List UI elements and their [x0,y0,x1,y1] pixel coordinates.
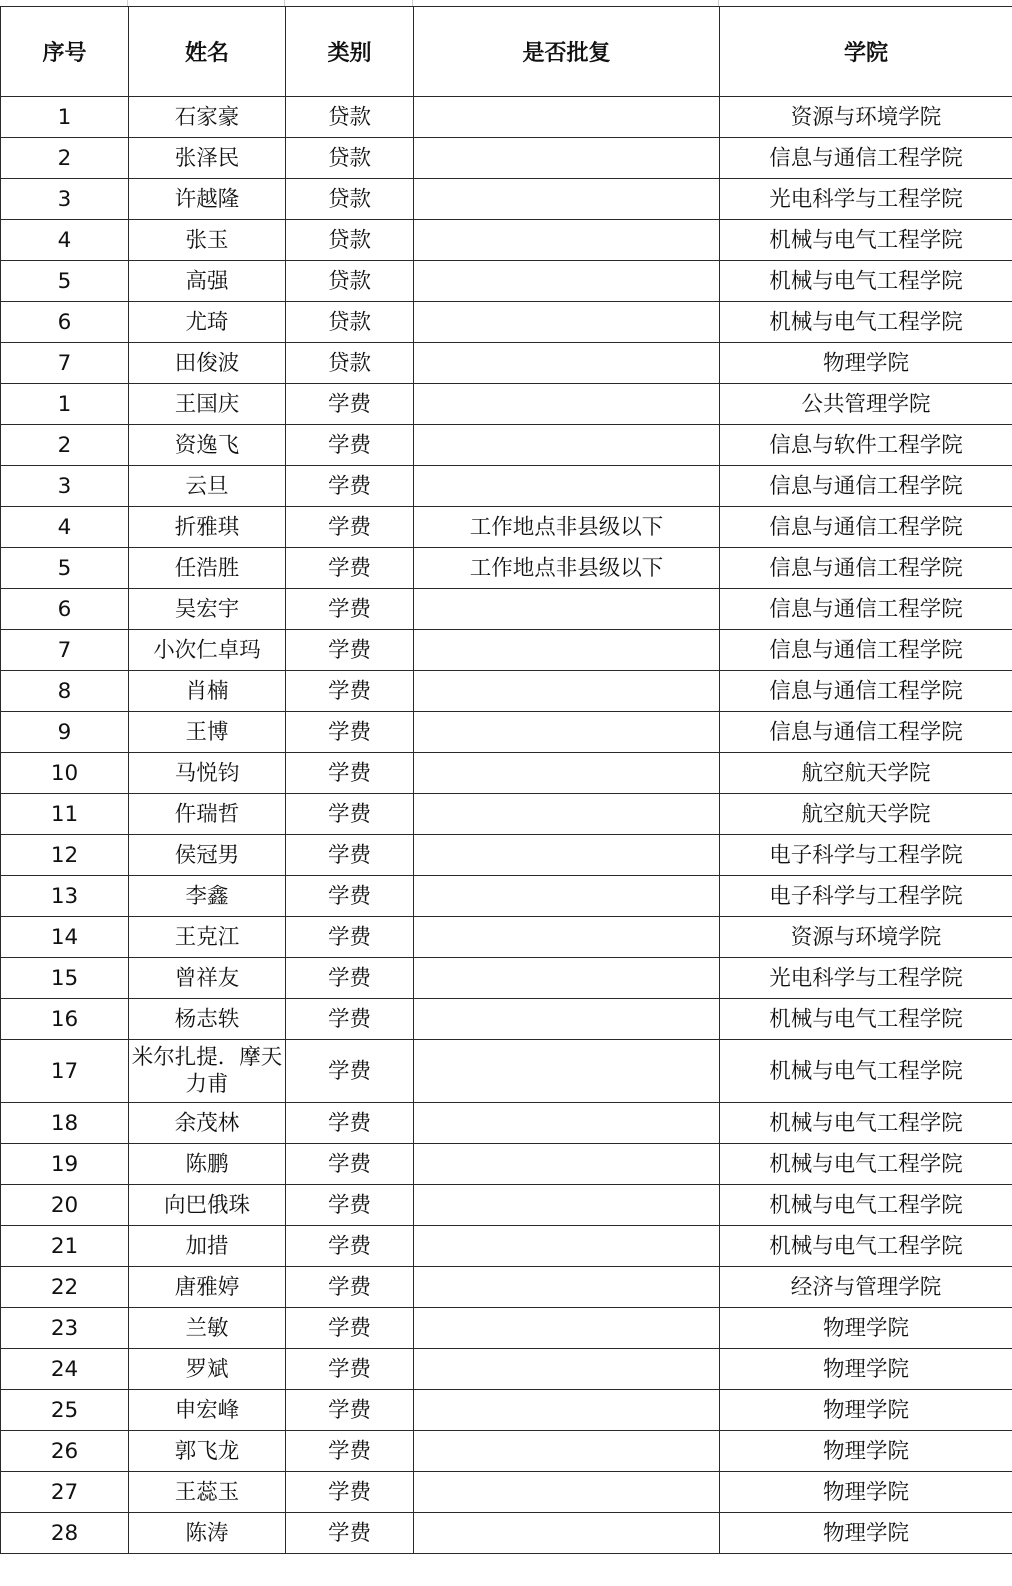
cell-college: 信息与通信工程学院 [720,630,1012,671]
cell-category: 学费 [286,1472,414,1513]
cell-college: 信息与通信工程学院 [720,712,1012,753]
table-row [1,343,1012,384]
table-row [1,1308,1012,1349]
table-row [1,220,1012,261]
cell-name: 资逸飞 [129,425,286,466]
cell-serial-number: 23 [1,1308,129,1349]
table-row [1,958,1012,999]
cell-category: 学费 [286,958,414,999]
table-row [1,917,1012,958]
cell-name: 石家豪 [129,97,286,138]
cell-name: 侯冠男 [129,835,286,876]
table-row [1,835,1012,876]
cell-category: 贷款 [286,179,414,220]
cell-serial-number: 8 [1,671,129,712]
cell-name: 王蕊玉 [129,1472,286,1513]
table-row [1,630,1012,671]
cell-category: 贷款 [286,138,414,179]
table-row [1,425,1012,466]
cell-approval-status [414,917,720,958]
cell-name: 仵瑞哲 [129,794,286,835]
cell-category: 贷款 [286,97,414,138]
cell-serial-number: 21 [1,1226,129,1267]
cell-name: 米尔扎提．摩天力甫 [129,1040,286,1103]
cell-name: 兰敏 [129,1308,286,1349]
cell-approval-status [414,835,720,876]
table-row [1,1472,1012,1513]
cell-name: 唐雅婷 [129,1267,286,1308]
cell-college: 物理学院 [720,343,1012,384]
cell-serial-number: 5 [1,261,129,302]
cell-approval-status [414,958,720,999]
cell-college: 信息与通信工程学院 [720,671,1012,712]
cell-category: 学费 [286,1513,414,1554]
cell-approval-status [414,1308,720,1349]
cell-category: 学费 [286,589,414,630]
cell-category: 学费 [286,630,414,671]
cell-college: 机械与电气工程学院 [720,1040,1012,1103]
cell-name: 陈涛 [129,1513,286,1554]
table-row [1,1513,1012,1554]
table-row [1,712,1012,753]
table-row [1,1144,1012,1185]
cell-serial-number: 4 [1,507,129,548]
cell-category: 学费 [286,1226,414,1267]
cell-serial-number: 27 [1,1472,129,1513]
cell-college: 物理学院 [720,1308,1012,1349]
cell-category: 学费 [286,671,414,712]
table-row [1,384,1012,425]
cell-name: 高强 [129,261,286,302]
cell-category: 学费 [286,384,414,425]
cell-college: 电子科学与工程学院 [720,835,1012,876]
cell-approval-status [414,671,720,712]
cell-serial-number: 17 [1,1040,129,1103]
cell-category: 贷款 [286,220,414,261]
cell-category: 学费 [286,753,414,794]
cell-college: 物理学院 [720,1390,1012,1431]
table-row [1,302,1012,343]
cell-approval-status [414,876,720,917]
cell-category: 学费 [286,1267,414,1308]
cell-serial-number: 24 [1,1349,129,1390]
cell-college: 光电科学与工程学院 [720,179,1012,220]
cell-name: 张泽民 [129,138,286,179]
cell-name: 张玉 [129,220,286,261]
table-row [1,507,1012,548]
cell-college: 电子科学与工程学院 [720,876,1012,917]
cell-approval-status [414,138,720,179]
cell-approval-status [414,261,720,302]
table-row [1,466,1012,507]
cell-college: 信息与通信工程学院 [720,466,1012,507]
cell-category: 学费 [286,794,414,835]
cell-name: 罗斌 [129,1349,286,1390]
cell-name: 任浩胜 [129,548,286,589]
cell-name: 郭飞龙 [129,1431,286,1472]
table-row [1,261,1012,302]
cell-serial-number: 4 [1,220,129,261]
cell-college: 信息与软件工程学院 [720,425,1012,466]
table-row [1,548,1012,589]
student-approval-table [0,6,1012,1554]
cell-category: 学费 [286,466,414,507]
table-row [1,138,1012,179]
table-row [1,1103,1012,1144]
cell-serial-number: 1 [1,97,129,138]
cell-college: 公共管理学院 [720,384,1012,425]
cell-category: 学费 [286,1308,414,1349]
cell-approval-status [414,712,720,753]
cell-name: 陈鹏 [129,1144,286,1185]
cell-college: 机械与电气工程学院 [720,220,1012,261]
cell-approval-status [414,1103,720,1144]
cell-serial-number: 6 [1,589,129,630]
cell-serial-number: 9 [1,712,129,753]
table-body [1,97,1012,1554]
cell-approval-status [414,466,720,507]
table-row [1,97,1012,138]
cell-name: 王国庆 [129,384,286,425]
cell-serial-number: 2 [1,138,129,179]
cell-serial-number: 12 [1,835,129,876]
cell-college: 资源与环境学院 [720,97,1012,138]
cell-approval-status [414,753,720,794]
table-row [1,876,1012,917]
cell-name: 余茂林 [129,1103,286,1144]
cell-category: 学费 [286,1390,414,1431]
cell-college: 机械与电气工程学院 [720,1103,1012,1144]
cell-serial-number: 7 [1,630,129,671]
cell-category: 学费 [286,1144,414,1185]
cell-approval-status [414,302,720,343]
cell-serial-number: 15 [1,958,129,999]
cell-name: 田俊波 [129,343,286,384]
cell-approval-status: 工作地点非县级以下 [414,507,720,548]
cell-approval-status [414,1513,720,1554]
header-serial-number: 序号 [1,7,129,97]
table-row [1,753,1012,794]
cell-serial-number: 14 [1,917,129,958]
cell-category: 学费 [286,835,414,876]
cell-serial-number: 1 [1,384,129,425]
cell-approval-status [414,1144,720,1185]
cell-approval-status [414,589,720,630]
cell-approval-status [414,425,720,466]
cell-category: 学费 [286,876,414,917]
cell-category: 学费 [286,548,414,589]
cell-serial-number: 10 [1,753,129,794]
table-row [1,1226,1012,1267]
cell-college: 机械与电气工程学院 [720,261,1012,302]
header-category: 类别 [286,7,414,97]
cell-serial-number: 11 [1,794,129,835]
cell-college: 航空航天学院 [720,794,1012,835]
cell-category: 学费 [286,425,414,466]
cell-approval-status [414,1431,720,1472]
cell-college: 信息与通信工程学院 [720,589,1012,630]
table-header-row [1,7,1012,97]
cell-approval-status [414,220,720,261]
cell-name: 加措 [129,1226,286,1267]
cell-approval-status [414,794,720,835]
cell-serial-number: 16 [1,999,129,1040]
header-college: 学院 [720,7,1012,97]
cell-category: 学费 [286,1185,414,1226]
cell-name: 云旦 [129,466,286,507]
cell-name: 李鑫 [129,876,286,917]
header-name: 姓名 [129,7,286,97]
cell-college: 机械与电气工程学院 [720,1226,1012,1267]
table-row [1,794,1012,835]
cell-college: 经济与管理学院 [720,1267,1012,1308]
cell-college: 物理学院 [720,1513,1012,1554]
cell-college: 航空航天学院 [720,753,1012,794]
cell-category: 学费 [286,999,414,1040]
cell-approval-status [414,179,720,220]
cell-approval-status [414,1185,720,1226]
header-approval-status: 是否批复 [414,7,720,97]
cell-name: 王克江 [129,917,286,958]
cell-serial-number: 6 [1,302,129,343]
table-row [1,179,1012,220]
cell-college: 信息与通信工程学院 [720,507,1012,548]
cell-serial-number: 13 [1,876,129,917]
cell-approval-status [414,1472,720,1513]
cell-serial-number: 19 [1,1144,129,1185]
cell-approval-status [414,1267,720,1308]
cell-approval-status [414,999,720,1040]
cell-college: 机械与电气工程学院 [720,1185,1012,1226]
cell-approval-status [414,1349,720,1390]
table-row [1,671,1012,712]
cell-college: 信息与通信工程学院 [720,548,1012,589]
cell-category: 学费 [286,507,414,548]
cell-serial-number: 28 [1,1513,129,1554]
cell-name: 向巴俄珠 [129,1185,286,1226]
cell-name: 杨志轶 [129,999,286,1040]
cell-name: 尤琦 [129,302,286,343]
cell-category: 贷款 [286,343,414,384]
cell-name: 马悦钧 [129,753,286,794]
cell-serial-number: 3 [1,179,129,220]
cell-category: 学费 [286,1431,414,1472]
cell-approval-status [414,630,720,671]
cell-serial-number: 3 [1,466,129,507]
cell-college: 机械与电气工程学院 [720,999,1012,1040]
cell-name: 申宏峰 [129,1390,286,1431]
table-row [1,1390,1012,1431]
cell-name: 吴宏宇 [129,589,286,630]
cell-category: 学费 [286,917,414,958]
cell-approval-status [414,343,720,384]
cell-serial-number: 2 [1,425,129,466]
cell-approval-status [414,97,720,138]
cell-approval-status [414,1226,720,1267]
cell-college: 机械与电气工程学院 [720,302,1012,343]
cell-category: 贷款 [286,261,414,302]
cell-approval-status [414,1390,720,1431]
cell-name: 王博 [129,712,286,753]
cell-approval-status: 工作地点非县级以下 [414,548,720,589]
cell-category: 学费 [286,1103,414,1144]
cell-college: 物理学院 [720,1472,1012,1513]
cell-category: 学费 [286,1349,414,1390]
cell-approval-status [414,1040,720,1103]
cell-serial-number: 7 [1,343,129,384]
cell-college: 资源与环境学院 [720,917,1012,958]
cell-serial-number: 22 [1,1267,129,1308]
cell-name: 肖楠 [129,671,286,712]
cell-college: 机械与电气工程学院 [720,1144,1012,1185]
table-row [1,1185,1012,1226]
cell-name: 折雅琪 [129,507,286,548]
cell-category: 贷款 [286,302,414,343]
cell-serial-number: 26 [1,1431,129,1472]
cell-name: 小次仁卓玛 [129,630,286,671]
cell-approval-status [414,384,720,425]
table-row [1,1267,1012,1308]
table-row [1,1349,1012,1390]
cell-serial-number: 18 [1,1103,129,1144]
cell-serial-number: 20 [1,1185,129,1226]
cell-category: 学费 [286,712,414,753]
cell-serial-number: 25 [1,1390,129,1431]
cell-serial-number: 5 [1,548,129,589]
cell-college: 物理学院 [720,1349,1012,1390]
cell-college: 信息与通信工程学院 [720,138,1012,179]
table-row [1,1040,1012,1103]
table-row [1,589,1012,630]
table-row [1,1431,1012,1472]
cell-category: 学费 [286,1040,414,1103]
table-row [1,999,1012,1040]
cell-college: 物理学院 [720,1431,1012,1472]
cell-name: 许越隆 [129,179,286,220]
cell-name: 曾祥友 [129,958,286,999]
cell-college: 光电科学与工程学院 [720,958,1012,999]
